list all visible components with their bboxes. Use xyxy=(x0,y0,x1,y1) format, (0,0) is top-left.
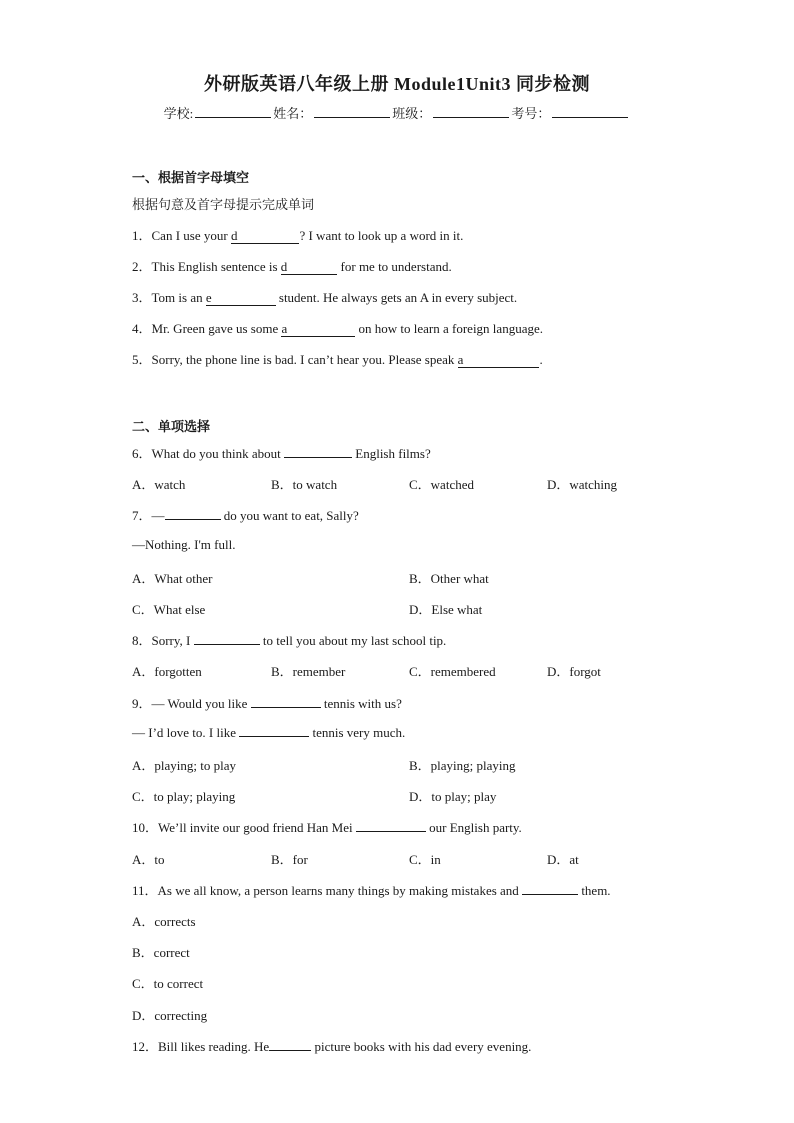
number-label: 考号： xyxy=(511,106,551,121)
answer-blank[interactable]: d xyxy=(231,228,300,244)
option-d[interactable]: D．at xyxy=(547,852,579,867)
question-9: 9．— Would you like tennis with us? xyxy=(132,696,402,711)
number-blank[interactable] xyxy=(552,105,628,118)
answer-blank[interactable] xyxy=(269,1038,311,1051)
question-9-reply: — I’d love to. I like tennis very much. xyxy=(132,725,406,740)
option-a[interactable]: A．forgotten xyxy=(132,664,202,679)
name-blank[interactable] xyxy=(314,105,390,118)
option-c[interactable]: C．watched xyxy=(409,477,474,492)
option-a[interactable]: A．playing; to play xyxy=(132,758,236,773)
answer-blank[interactable]: a xyxy=(458,352,540,368)
question-7-reply: —Nothing. I'm full. xyxy=(132,537,236,552)
answer-blank[interactable] xyxy=(194,632,260,645)
option-a[interactable]: A．to xyxy=(132,852,165,867)
school-label: 学校: xyxy=(163,106,194,121)
question-12: 12．Bill likes reading. He picture books with his dad every evening. xyxy=(132,1039,532,1054)
question-2: 2．This English sentence is d for me to understand. xyxy=(132,259,452,274)
option-a[interactable]: A．corrects xyxy=(132,914,196,929)
question-7: 7．— do you want to eat, Sally? xyxy=(132,508,359,523)
class-label: 班级： xyxy=(392,106,432,121)
option-d[interactable]: D．correcting xyxy=(132,1008,208,1023)
option-d[interactable]: D．to play; play xyxy=(409,789,497,804)
answer-blank[interactable] xyxy=(284,445,352,458)
question-1: 1．Can I use your d ? I want to look up a word in it. xyxy=(132,228,464,243)
option-c[interactable]: C．in xyxy=(409,852,441,867)
option-a[interactable]: A．What other xyxy=(132,571,213,586)
student-info-line xyxy=(0,103,794,122)
option-b[interactable]: B．to watch xyxy=(271,477,338,492)
option-c[interactable]: C．to correct xyxy=(132,976,204,991)
answer-blank[interactable] xyxy=(356,819,426,832)
section2-heading: 二、单项选择 xyxy=(132,419,211,434)
section1-heading: 一、根据首字母填空 xyxy=(132,170,250,185)
answer-blank[interactable] xyxy=(165,507,221,520)
answer-blank[interactable] xyxy=(251,695,321,708)
question-11: 11．As we all know, a person learns many things by making mistakes and them. xyxy=(132,883,611,898)
option-d[interactable]: D．watching xyxy=(547,477,618,492)
answer-blank[interactable]: a xyxy=(281,321,355,337)
answer-blank[interactable]: e xyxy=(206,290,276,306)
option-b[interactable]: B．Other what xyxy=(409,571,489,586)
option-b[interactable]: B．remember xyxy=(271,664,346,679)
class-blank[interactable] xyxy=(433,105,509,118)
question-6: 6．What do you think about English films? xyxy=(132,446,431,461)
question-8: 8．Sorry, I to tell you about my last school tip. xyxy=(132,633,447,648)
option-b[interactable]: B．playing; playing xyxy=(409,758,516,773)
name-label: 姓名： xyxy=(273,106,313,121)
section1-instruction: 根据句意及首字母提示完成单词 xyxy=(132,197,315,212)
option-b[interactable]: B．correct xyxy=(132,945,190,960)
option-c[interactable]: C．to play; playing xyxy=(132,789,236,804)
document-title: 外研版英语八年级上册 Module1Unit3 同步检测 xyxy=(203,74,590,94)
question-4: 4．Mr. Green gave us some a on how to learn a foreign language. xyxy=(132,321,543,336)
question-10: 10．We’ll invite our good friend Han Mei our English party. xyxy=(132,820,522,835)
question-5: 5．Sorry, the phone line is bad. I can’t hear you. Please speak a . xyxy=(132,352,543,367)
answer-blank[interactable] xyxy=(239,724,309,737)
answer-blank[interactable] xyxy=(522,882,578,895)
option-d[interactable]: D．forgot xyxy=(547,664,601,679)
option-a[interactable]: A．watch xyxy=(132,477,186,492)
option-c[interactable]: C．remembered xyxy=(409,664,496,679)
question-3: 3．Tom is an e student. He always gets an A in every subject. xyxy=(132,290,518,305)
option-c[interactable]: C．What else xyxy=(132,602,206,617)
answer-blank[interactable]: d xyxy=(281,259,338,275)
option-b[interactable]: B．for xyxy=(271,852,308,867)
school-blank[interactable] xyxy=(195,105,271,118)
option-d[interactable]: D．Else what xyxy=(409,602,483,617)
